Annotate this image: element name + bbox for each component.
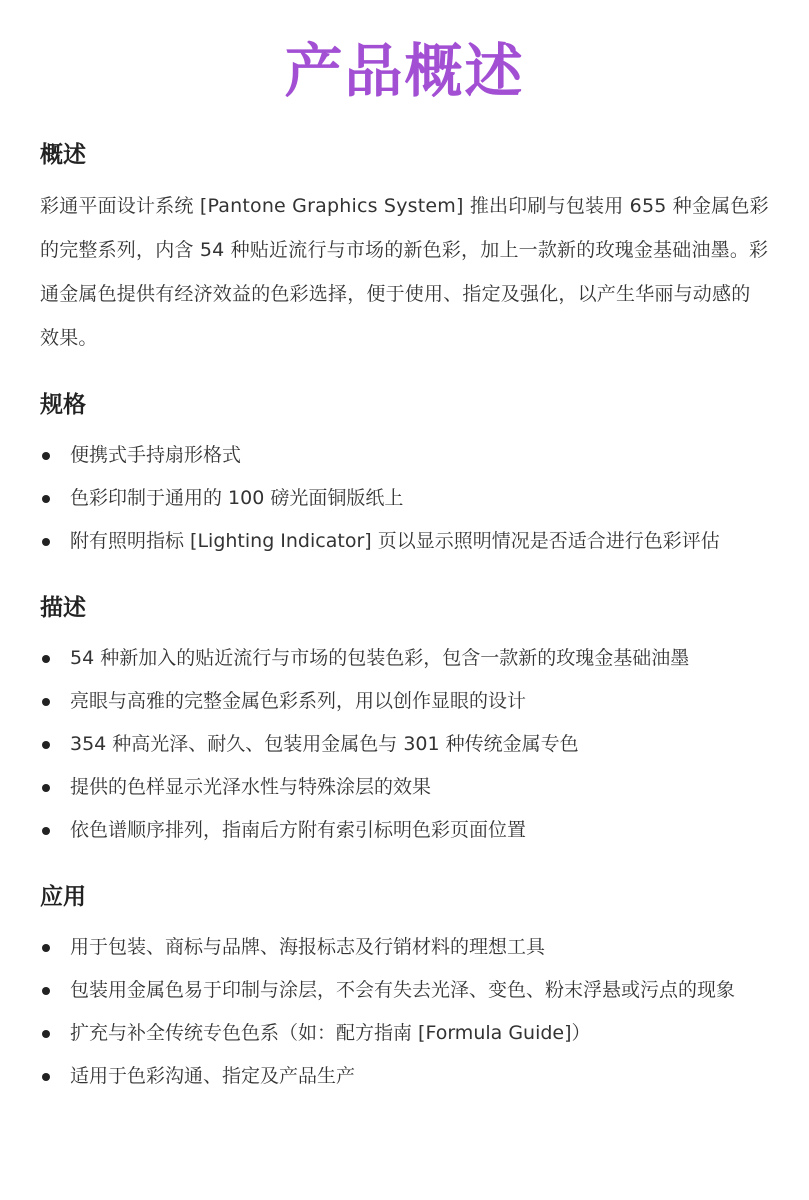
overview-section — [40, 140, 769, 360]
description-heading: 描述 — [40, 595, 86, 621]
list-item: 便携式手持扇形格式 — [40, 434, 769, 477]
page-title: 产品概述 — [284, 37, 525, 105]
list-item: 亮眼与高雅的完整金属色彩系列，用以创作显眼的设计 — [40, 680, 769, 723]
specs-section — [40, 390, 769, 563]
applications-section — [40, 882, 769, 1098]
description-list — [40, 637, 769, 852]
list-item: 色彩印制于通用的 100 磅光面铜版纸上 — [40, 477, 769, 520]
list-item: 适用于色彩沟通、指定及产品生产 — [40, 1055, 769, 1098]
list-item: 354 种高光泽、耐久、包装用金属色与 301 种传统金属专色 — [40, 723, 769, 766]
list-item: 用于包装、商标与品牌、海报标志及行销材料的理想工具 — [40, 926, 769, 969]
list-item: 54 种新加入的贴近流行与市场的包装色彩，包含一款新的玫瑰金基础油墨 — [40, 637, 769, 680]
applications-heading: 应用 — [40, 884, 86, 910]
overview-paragraph: 彩通平面设计系统 [Pantone Graphics System] 推出印刷与包装用 655 种金属色彩的完整系列，内含 54 种贴近流行与市场的新色彩，加上一款新的玫瑰金基础油墨。彩通金属色提供有经济效益的色彩选择，便于使用、指定及强化，以产生华丽与动感的效果。 — [40, 195, 769, 349]
list-item: 提供的色样显示光泽水性与特殊涂层的效果 — [40, 766, 769, 809]
overview-heading: 概述 — [40, 142, 86, 168]
list-item: 包装用金属色易于印制与涂层，不会有失去光泽、变色、粉末浮悬或污点的现象 — [40, 969, 769, 1012]
applications-list — [40, 926, 769, 1098]
list-item: 依色谱顺序排列，指南后方附有索引标明色彩页面位置 — [40, 809, 769, 852]
content — [0, 140, 809, 1098]
description-section — [40, 593, 769, 852]
specs-heading: 规格 — [40, 392, 86, 418]
list-item: 扩充与补全传统专色色系（如：配方指南 [Formula Guide]） — [40, 1012, 769, 1055]
list-item: 附有照明指标 [Lighting Indicator] 页以显示照明情况是否适合进行色彩评估 — [40, 520, 769, 563]
specs-list — [40, 434, 769, 563]
